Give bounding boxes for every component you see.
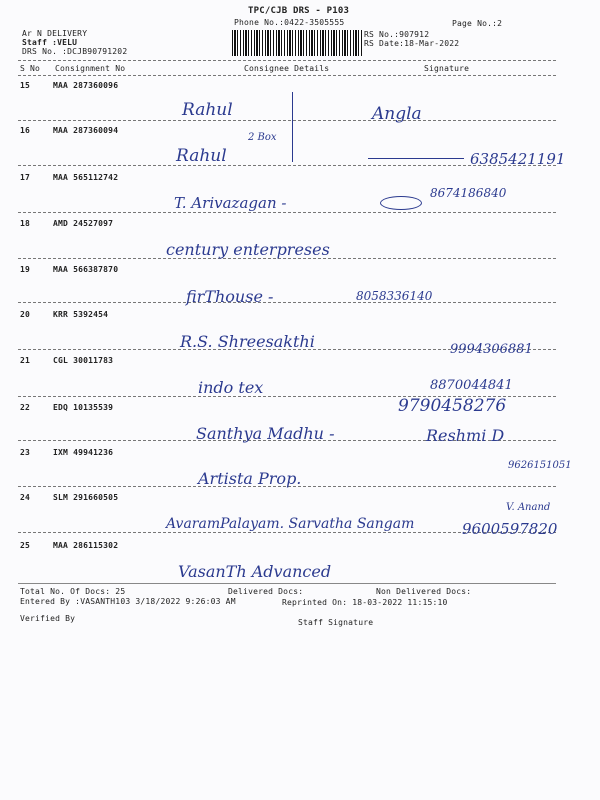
non-delivered-docs: Non Delivered Docs: bbox=[376, 587, 472, 596]
consignee-hand: indo tex bbox=[198, 378, 264, 397]
signature-hand: 6385421191 bbox=[470, 150, 566, 168]
signature-hand: 9626151051 bbox=[508, 460, 572, 471]
row-consignment: MAA 286115302 bbox=[53, 541, 119, 550]
signature-hand: 9790458276 bbox=[398, 396, 507, 416]
rs-date: RS Date:18-Mar-2022 bbox=[364, 39, 460, 48]
row-sno: 18 bbox=[20, 219, 31, 228]
phone-number: Phone No.:0422-3505555 bbox=[234, 18, 345, 27]
row-sno: 15 bbox=[20, 81, 31, 90]
footer-divider bbox=[18, 583, 556, 584]
area-label: Ar N DELIVERY bbox=[22, 29, 88, 38]
row-sno: 20 bbox=[20, 310, 31, 319]
row-consignment: MAA 566387870 bbox=[53, 265, 119, 274]
row-consignment: SLM 291660505 bbox=[53, 493, 119, 502]
consignee-hand: Santhya Madhu - bbox=[196, 424, 335, 443]
col-consignee: Consignee Details bbox=[244, 64, 330, 73]
row-sno: 16 bbox=[20, 126, 31, 135]
row-consignment: MAA 287360094 bbox=[53, 126, 119, 135]
consignee-hand: Artista Prop. bbox=[198, 469, 302, 488]
bracket-mark bbox=[284, 92, 293, 162]
rs-number: RS No.:907912 bbox=[364, 30, 430, 39]
strike-mark bbox=[368, 158, 464, 159]
staff-signature: Staff Signature bbox=[298, 618, 374, 627]
row-consignment: IXM 49941236 bbox=[53, 448, 114, 457]
consignee-hand: Rahul bbox=[176, 146, 227, 166]
entered-by: Entered By :VASANTH103 3/18/2022 9:26:03 AM bbox=[20, 597, 236, 606]
consignee-hand: AvaramPalayam. Sarvatha Sangam bbox=[166, 516, 415, 532]
header-divider bbox=[18, 60, 556, 61]
row-sno: 22 bbox=[20, 403, 31, 412]
row-consignment: CGL 30011783 bbox=[53, 356, 114, 365]
row-sno: 23 bbox=[20, 448, 31, 457]
staff-name: Staff :VELU bbox=[22, 38, 78, 47]
consignee-hand: Rahul bbox=[182, 100, 233, 120]
signature-hand: 8058336140 bbox=[356, 289, 433, 303]
row-divider bbox=[18, 212, 556, 213]
row-sno: 24 bbox=[20, 493, 31, 502]
consignee-hand: T. Arivazagan - bbox=[174, 194, 287, 212]
signature-hand: Angla bbox=[372, 104, 422, 124]
signature-hand: 8674186840 bbox=[430, 186, 507, 200]
page-number: Page No.:2 bbox=[452, 19, 503, 28]
row-consignment: MAA 287360096 bbox=[53, 81, 119, 90]
col-sno: S No bbox=[20, 64, 41, 73]
document-title: TPC/CJB DRS - P103 bbox=[248, 6, 350, 16]
row-consignment: AMD 24527097 bbox=[53, 219, 114, 228]
verified-by: Verified By bbox=[20, 614, 76, 623]
row-consignment: EDQ 10135539 bbox=[53, 403, 114, 412]
barcode bbox=[232, 30, 362, 56]
signature-hand: 9600597820 bbox=[462, 520, 558, 538]
signature-hand: 9994306881 bbox=[450, 342, 533, 357]
columns-divider bbox=[18, 75, 556, 76]
row-sno: 17 bbox=[20, 173, 31, 182]
row-sno: 19 bbox=[20, 265, 31, 274]
row-sno: 21 bbox=[20, 356, 31, 365]
row-consignment: MAA 565112742 bbox=[53, 173, 119, 182]
signature-hand: 8870044841 bbox=[430, 378, 513, 393]
consignee-hand: century enterpreses bbox=[166, 240, 330, 259]
col-consignment: Consignment No bbox=[55, 64, 126, 73]
row-divider bbox=[18, 302, 556, 303]
drs-number: DRS No. :DCJB90791202 bbox=[22, 47, 128, 56]
row-consignment: KRR 5392454 bbox=[53, 310, 109, 319]
signature-hand: V. Anand bbox=[506, 502, 551, 513]
total-docs: Total No. Of Docs: 25 bbox=[20, 587, 126, 596]
consignee-hand: VasanTh Advanced bbox=[178, 562, 332, 581]
signature-hand: Reshmi D bbox=[426, 426, 505, 445]
signature-scribble bbox=[380, 196, 422, 210]
reprinted-on: Reprinted On: 18-03-2022 11:15:10 bbox=[282, 598, 448, 607]
consignee-note: 2 Box bbox=[248, 132, 277, 143]
delivered-docs: Delivered Docs: bbox=[228, 587, 304, 596]
col-signature: Signature bbox=[424, 64, 470, 73]
consignee-hand: firThouse - bbox=[186, 287, 274, 306]
row-sno: 25 bbox=[20, 541, 31, 550]
consignee-hand: R.S. Shreesakthi bbox=[180, 332, 315, 351]
